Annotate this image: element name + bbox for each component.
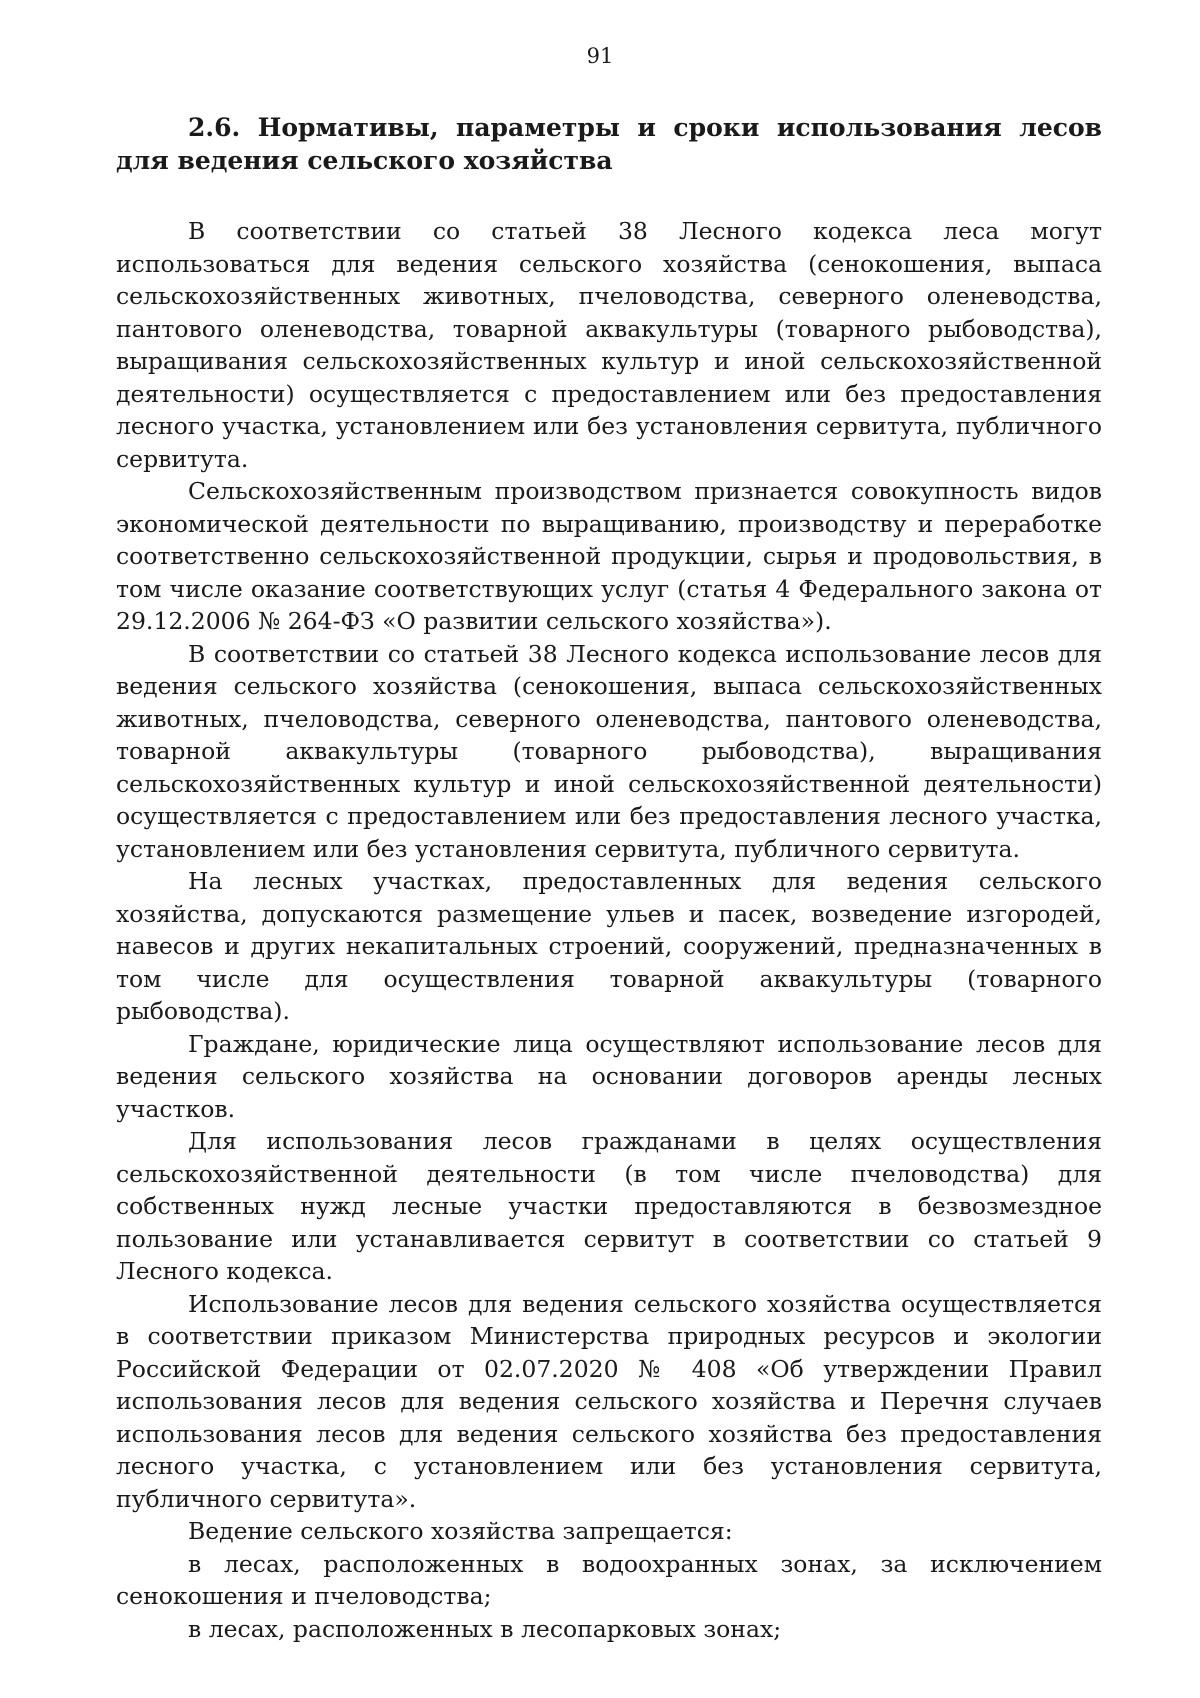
heading-spacer bbox=[116, 177, 1102, 215]
list-item: в лесах, расположенных в водоохранных зонах, за исключением сенокошения и пчеловодства; bbox=[116, 1549, 1102, 1610]
document-body bbox=[116, 112, 1102, 1645]
section-title: Нормативы, параметры и сроки использования лесов для ведения сельского хозяйства bbox=[116, 113, 1102, 175]
paragraph: Граждане, юридические лица осуществляют использование лесов для ведения сельского хозяйства на основании договоров аренды лесных участков. bbox=[116, 1029, 1102, 1123]
paragraph: В соответствии со статьей 38 Лесного кодекса использование лесов для ведения сельского хозяйства (сенокошения, выпаса сельскохозяйственных животных, пчеловодства, северного оленеводства, пантового оленеводства, товарной аквакультуры (товарного рыбоводства), выращивания сельскохозяйственных культур и иной сельскохозяйственной деятельности) осуществляется с предоставлением или без предоставления лесного участка, установлением или без установления сервитута, публичного сервитута. bbox=[116, 639, 1102, 863]
paragraph: В соответствии со статьей 38 Лесного кодекса леса могут использоваться для ведения сельского хозяйства (сенокошения, выпаса сельскохозяйственных животных, пчеловодства, северного оленеводства, пантового оленеводства, товарной аквакультуры (товарного рыбоводства), выращивания сельскохозяйственных культур и иной сельскохозяйственной деятельности) осуществляется с предоставлением или без предоставления лесного участка, установлением или без установления сервитута, публичного сервитута. bbox=[116, 217, 1102, 473]
paragraph: Ведение сельского хозяйства запрещается: bbox=[188, 1517, 733, 1545]
list-item: в лесах, расположенных в лесопарковых зонах; bbox=[188, 1614, 782, 1643]
page-number: 91 bbox=[586, 44, 614, 68]
paragraph: На лесных участках, предоставленных для ведения сельского хозяйства, допускаются размещение ульев и пасек, возведение изгородей, навесов и других некапитальных строений, сооружений, предназначенных в том числе для осуществления товарной аквакультуры (товарного рыбоводства). bbox=[116, 867, 1102, 1025]
section-heading bbox=[116, 112, 1102, 177]
paragraph: Использование лесов для ведения сельского хозяйства осуществляется в соответствии приказом Министерства природных ресурсов и экологии Российской Федерации от 02.07.2020 № 408 «Об утверждении Правил использования лесов для ведения сельского хозяйства и Перечня случаев использования лесов для ведения сельского хозяйства без предоставления лесного участка, с установлением или без установления сервитута, публичного сервитута». bbox=[116, 1289, 1102, 1513]
paragraph: Для использования лесов гражданами в целях осуществления сельскохозяйственной деятельности (в том числе пчеловодства) для собственных нужд лесные участки предоставляются в безвозмездное пользование или устанавливается сервитут в соответствии со статьей 9 Лесного кодекса. bbox=[116, 1127, 1102, 1285]
section-number: 2.6. bbox=[188, 113, 241, 142]
paragraph: Сельскохозяйственным производством признается совокупность видов экономической деятельности по выращиванию, производству и переработке соответственно сельскохозяйственной продукции, сырья и продовольствия, в том числе оказание соответствующих услуг (статья 4 Федерального закона от 29.12.2006 № 264-ФЗ «О развитии сельского хозяйства»). bbox=[116, 477, 1102, 635]
